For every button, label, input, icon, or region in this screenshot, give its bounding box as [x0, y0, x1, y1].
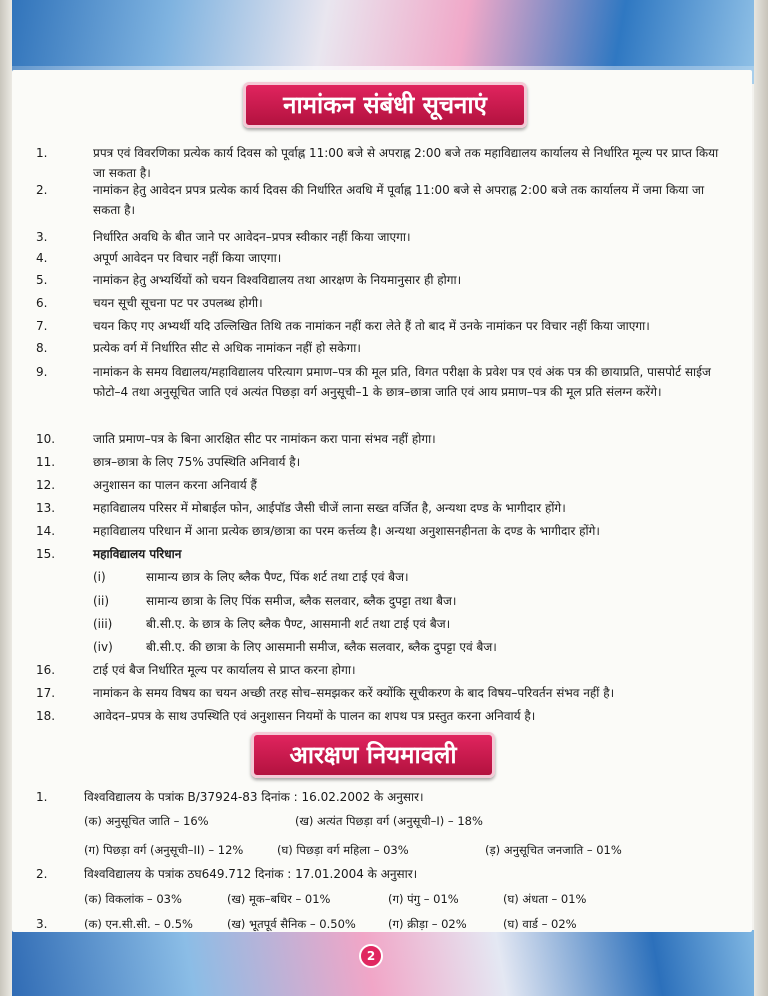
item-number: 3. — [36, 230, 48, 244]
quota-item: (घ) वार्ड – 02% — [503, 917, 577, 931]
sub-item-number: (i) — [93, 570, 106, 584]
quota-item: (क) एन.सी.सी. – 0.5% — [84, 917, 193, 931]
page-title: नामांकन संबंधी सूचनाएं — [243, 82, 527, 128]
item-number: 11. — [36, 455, 56, 469]
quota-item: (घ) अंधता – 01% — [503, 892, 587, 906]
item-text: प्रत्येक वर्ग में निर्धारित सीट से अधिक नामांकन नहीं हो सकेगा। — [93, 341, 361, 355]
item-number: 4. — [36, 251, 48, 265]
section-heading: विश्वविद्यालय के पत्रांक B/37924-83 दिनांक : 16.02.2002 के अनुसार। — [84, 790, 424, 804]
quota-item: (ख) अत्यंत पिछड़ा वर्ग (अनुसूची–I) – 18% — [295, 814, 483, 828]
item-text: छात्र–छात्रा के लिए 75% उपस्थिति अनिवार्य है। — [93, 455, 301, 469]
quota-item: (ग) पिछड़ा वर्ग (अनुसूची–II) – 12% — [84, 843, 244, 857]
sub-item-number: (iii) — [93, 617, 113, 631]
item-text: आवेदन–प्रपत्र के साथ उपस्थिति एवं अनुशासन नियमों के पालन का शपथ पत्र प्रस्तुत करना अनिवार्य है। — [93, 709, 536, 723]
item-number: 7. — [36, 319, 48, 333]
item-text: नामांकन के समय विषय का चयन अच्छी तरह सोच–समझकर करें क्योंकि सूचीकरण के बाद विषय–परिवर्तन संभव नहीं है। — [93, 686, 615, 700]
right-page-edge — [754, 0, 768, 996]
sub-item-number: (ii) — [93, 594, 110, 608]
quota-item: (क) विकलांक – 03% — [84, 892, 182, 906]
sub-item-text: सामान्य छात्र के लिए ब्लैक पैण्ट, पिंक शर्ट तथा टाई एवं बैज। — [146, 570, 409, 584]
item-number: 15. — [36, 547, 56, 561]
sub-item-number: (iv) — [93, 640, 113, 654]
item-number: 14. — [36, 524, 56, 538]
item-text: चयन सूची सूचना पट पर उपलब्ध होगी। — [93, 296, 263, 310]
page-number: 2 — [359, 944, 383, 968]
item-number: 12. — [36, 478, 56, 492]
item-number: 16. — [36, 663, 56, 677]
item-text: नामांकन हेतु आवेदन प्रपत्र प्रत्येक कार्य दिवस की निर्धारित अवधि में पूर्वाह्न 11:00 बजे से अपराह्न 2:00 बजे तक कार्यालय में जमा किया जा सकता है। — [93, 183, 705, 217]
section-heading: विश्वविद्यालय के पत्रांक ठघ649.712 दिनांक : 17.01.2004 के अनुसार। — [84, 867, 418, 881]
quota-item: (ग) क्रीड़ा – 02% — [388, 917, 467, 931]
quota-item: (ग) पंगु – 01% — [388, 892, 459, 906]
item-text: नामांकन हेतु अभ्यर्थियों को चयन विश्वविद्यालय तथा आरक्षण के नियमानुसार ही होगा। — [93, 273, 462, 287]
item-number: 2. — [36, 183, 48, 197]
item-number: 18. — [36, 709, 56, 723]
item-text: नामांकन के समय विद्यालय/महाविद्यालय परित्याग प्रमाण–पत्र की मूल प्रति, विगत परीक्षा के प्रवेश पत्र एवं अंक पत्र की छायाप्रति, पासपोर्ट साईज फोटो–4 तथा अनुसूचित जाति एवं अत्यंत पिछड़ा वर्ग अनुसूची–1 के छात्र–छात्रा जाति एवं आय प्रमाण–पत्र की मूल प्रति संलग्न करेंगे। — [93, 365, 711, 399]
item-text: अनुशासन का पालन करना अनिवार्य हैं — [93, 478, 257, 492]
section-number: 1. — [36, 790, 48, 804]
quota-item: (क) अनुसूचित जाति – 16% — [84, 814, 209, 828]
sub-item-text: बी.सी.ए. की छात्रा के लिए आसमानी समीज, ब्लैक सलवार, ब्लैक दुपट्टा एवं बैज। — [146, 640, 497, 654]
item-text: महाविद्यालय परिधान में आना प्रत्येक छात्र/छात्रा का परम कर्त्तव्य है। अन्यथा अनुशासनहीनता के दण्ड के भागीदार होंगे। — [93, 524, 600, 538]
sub-item-text: सामान्य छात्रा के लिए पिंक समीज, ब्लैक सलवार, ब्लैक दुपट्टा तथा बैज। — [146, 594, 457, 608]
item-number: 6. — [36, 296, 48, 310]
reservation-title: आरक्षण नियमावली — [251, 732, 495, 778]
sub-item-text: बी.सी.ए. के छात्र के लिए ब्लैक पैण्ट, आसमानी शर्ट तथा टाई एवं बैज। — [146, 617, 451, 631]
item-number: 5. — [36, 273, 48, 287]
item-number: 8. — [36, 341, 48, 355]
item-text: टाई एवं बैज निर्धारित मूल्य पर कार्यालय से प्राप्त करना होगा। — [93, 663, 356, 677]
quota-item: (ख) मूक–बधिर – 01% — [227, 892, 331, 906]
item-number: 13. — [36, 501, 56, 515]
quota-item: (घ) पिछड़ा वर्ग महिला – 03% — [277, 843, 409, 857]
section-number: 3. — [36, 917, 48, 931]
item-text: चयन किए गए अभ्यर्थी यदि उल्लिखित तिथि तक नामांकन नहीं करा लेते हैं तो बाद में उनके नामांकन पर विचार नहीं किया जाएगा। — [93, 319, 650, 333]
item-text: महाविद्यालय परिधान — [93, 547, 182, 561]
item-number: 17. — [36, 686, 56, 700]
section-number: 2. — [36, 867, 48, 881]
item-number: 1. — [36, 146, 48, 160]
footer-decoration — [0, 930, 768, 996]
item-text: महाविद्यालय परिसर में मोबाईल फोन, आईपॉड जैसी चीजें लाना सख्त वर्जित है, अन्यथा दण्ड के भागीदार होंगे। — [93, 501, 566, 515]
quota-item: (ड़) अनुसूचित जनजाति – 01% — [485, 843, 622, 857]
item-text: जाति प्रमाण–पत्र के बिना आरक्षित सीट पर नामांकन करा पाना संभव नहीं होगा। — [93, 432, 436, 446]
item-text: निर्धारित अवधि के बीत जाने पर आवेदन–प्रपत्र स्वीकार नहीं किया जाएगा। — [93, 230, 411, 244]
item-number: 10. — [36, 432, 56, 446]
item-number: 9. — [36, 365, 48, 379]
item-text: अपूर्ण आवेदन पर विचार नहीं किया जाएगा। — [93, 251, 282, 265]
left-page-edge — [0, 0, 12, 996]
quota-item: (ख) भूतपूर्व सैनिक – 0.50% — [227, 917, 356, 931]
item-text: प्रपत्र एवं विवरणिका प्रत्येक कार्य दिवस को पूर्वाह्न 11:00 बजे से अपराह्न 2:00 बजे तक महाविद्यालय कार्यालय से निर्धारित मूल्य पर प्राप्त किया जा सकता है। — [93, 146, 719, 180]
